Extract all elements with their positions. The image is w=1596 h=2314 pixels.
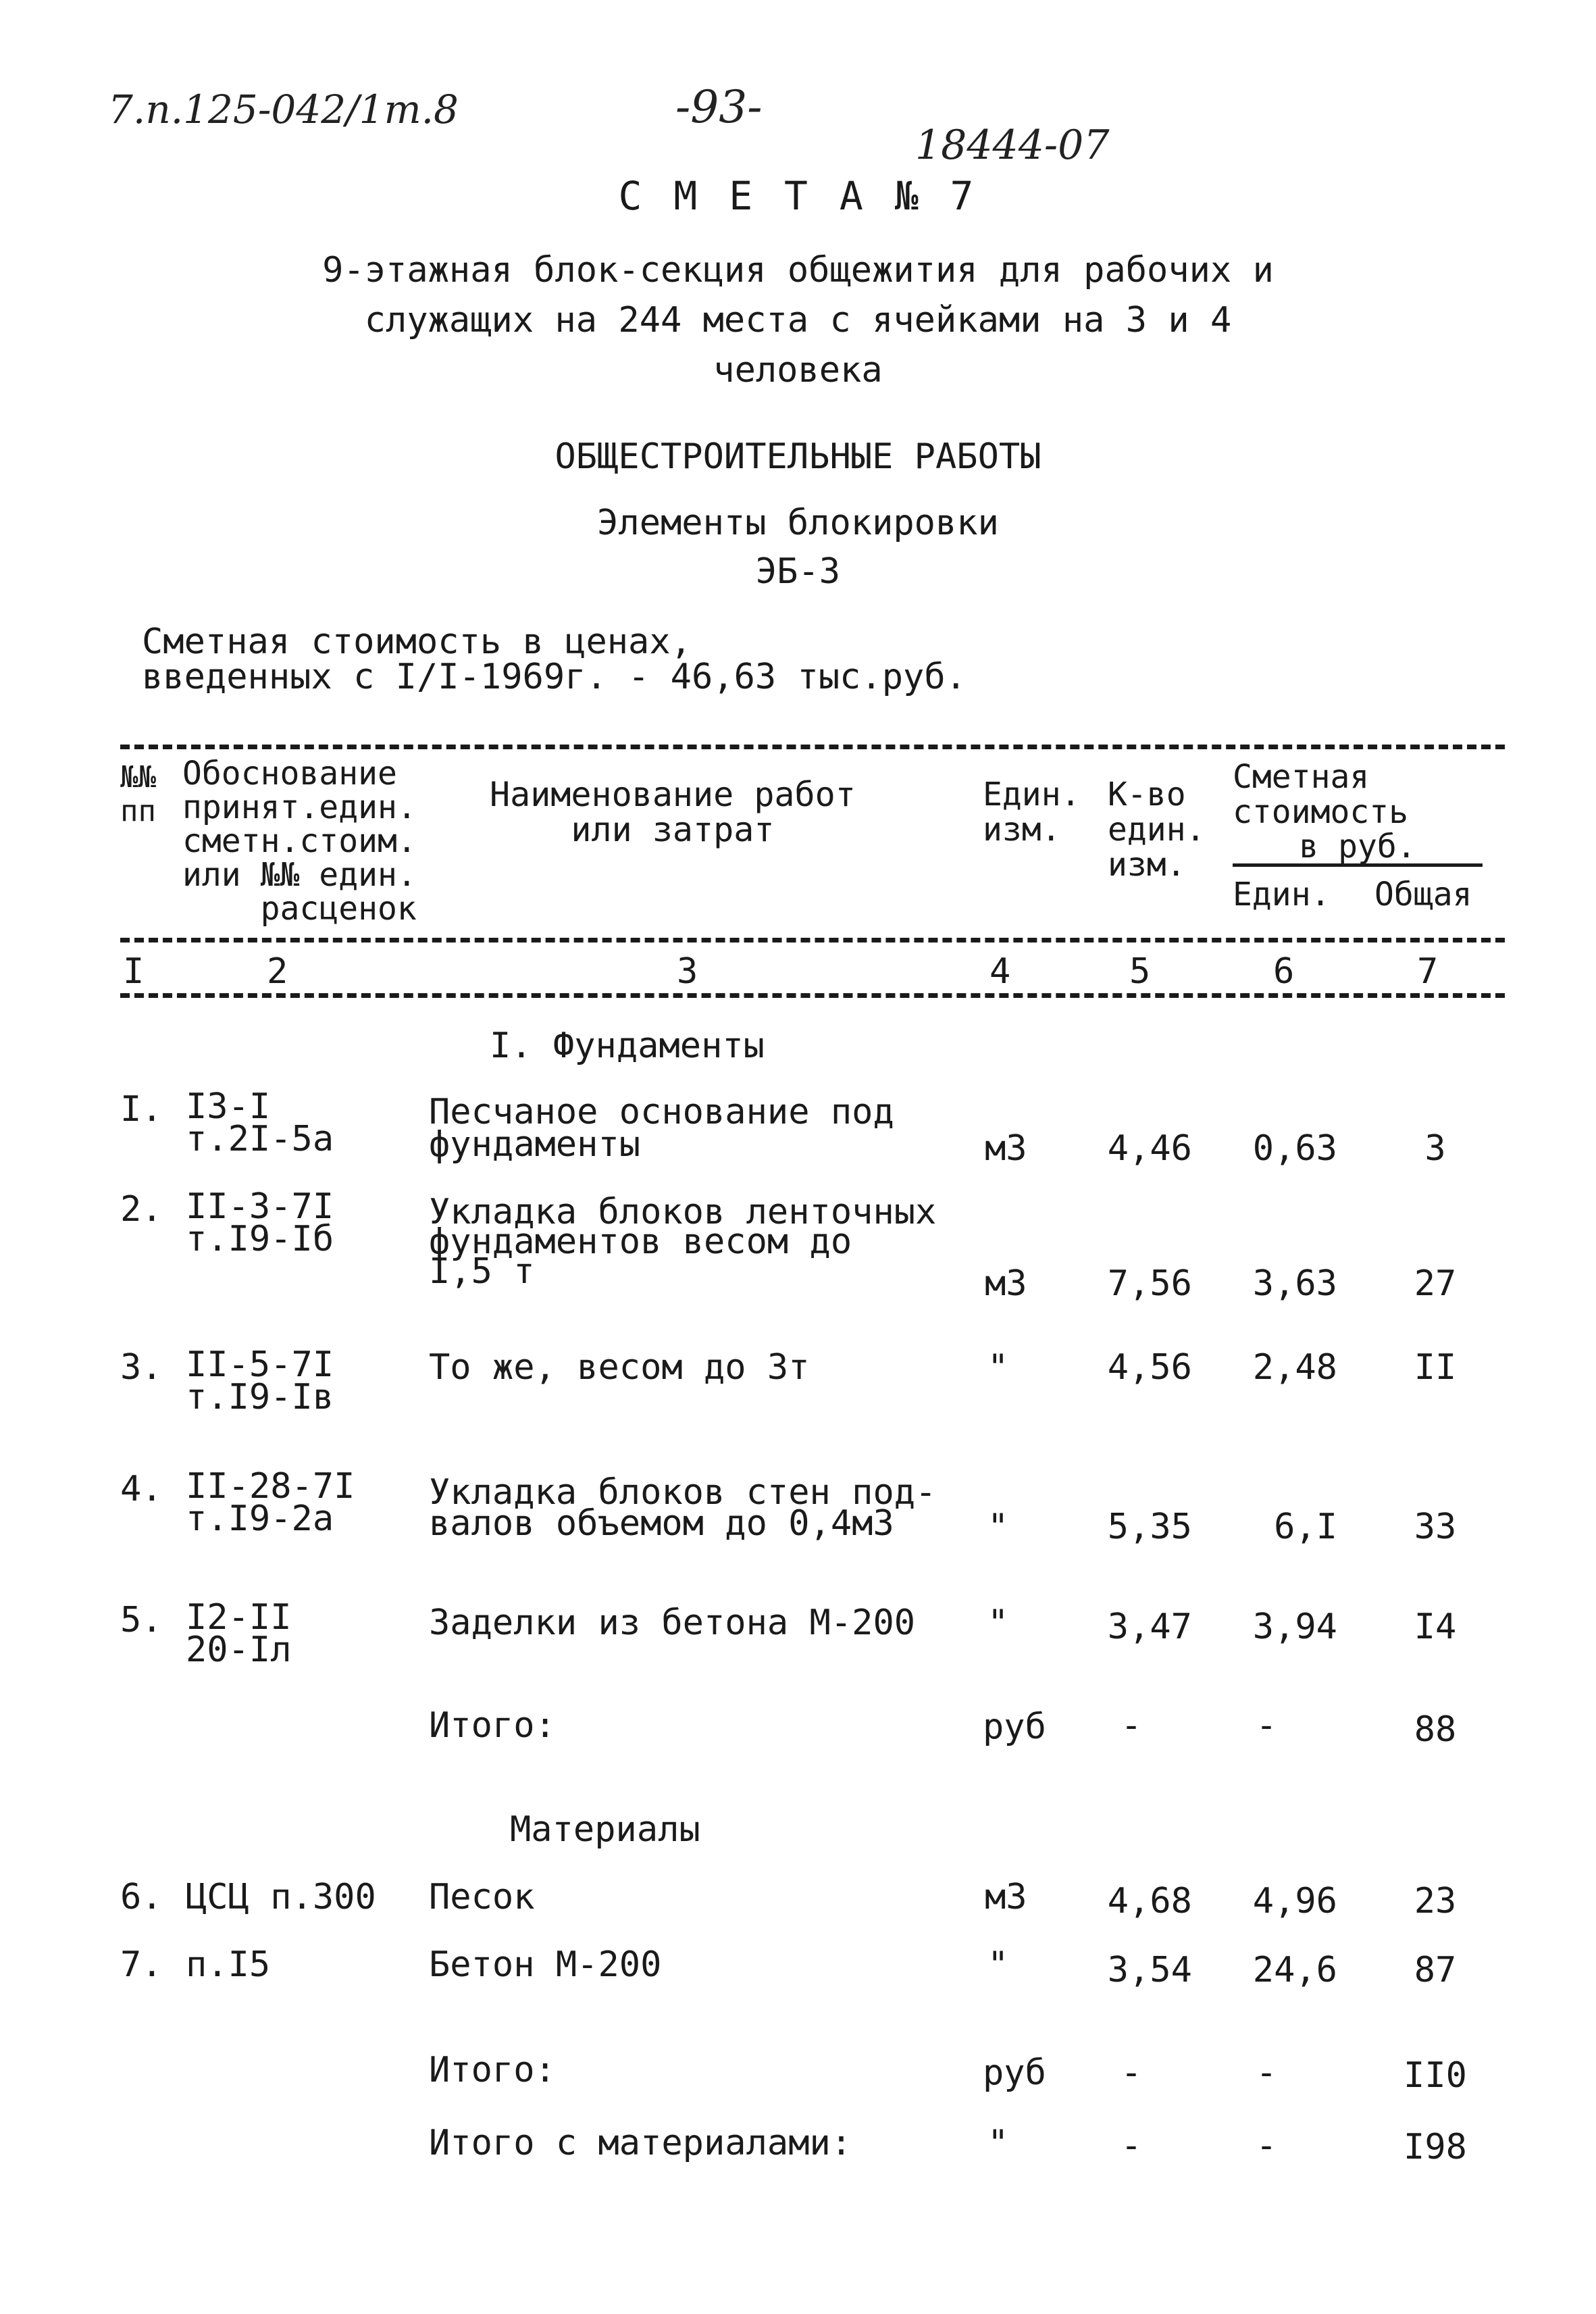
row-price: 3,94 — [1252, 1607, 1337, 1647]
grand-total-total: I98 — [1404, 2127, 1467, 2167]
section-title: ОБЩЕСТРОИТЕЛЬНЫЕ РАБОТЫ — [555, 436, 1041, 477]
row-name: Песок — [429, 1877, 535, 1917]
grand-total-qty: - — [1121, 2126, 1142, 2166]
row-basis: I2-II 20-Iл — [186, 1597, 292, 1670]
materials-total-label: Итого: — [429, 2050, 556, 2090]
row-basis: п.I5 — [186, 1944, 271, 1985]
row-total: 33 — [1414, 1507, 1457, 1547]
row-qty: 7,56 — [1107, 1263, 1192, 1304]
row-qty: 4,46 — [1107, 1128, 1192, 1169]
row-qty: 4,56 — [1107, 1347, 1192, 1388]
materials-total-unit: руб — [983, 2053, 1046, 2093]
row-qty: 4,68 — [1107, 1881, 1192, 1921]
colnum-bottom-rule — [120, 993, 1505, 998]
row-name: Укладка блоков стен под- валов объемом до 0,4м3 — [429, 1472, 937, 1544]
subtitle-line-2: служащих на 244 места с ячейками на 3 и 4 — [364, 300, 1232, 341]
materials-total-price: - — [1256, 2053, 1277, 2093]
row-total: II — [1414, 1347, 1457, 1388]
row-num: 3. — [120, 1347, 163, 1388]
row-basis: II-3-7I т.I9-Iб — [186, 1186, 334, 1259]
row-basis: I3-I т.2I-5а — [186, 1086, 334, 1159]
subtotal-unit: руб — [983, 1707, 1046, 1747]
row-price: 0,63 — [1252, 1128, 1337, 1169]
row-num: 7. — [120, 1944, 163, 1985]
row-unit: м3 — [985, 1128, 1027, 1169]
header-cost-rub: в руб. — [1233, 830, 1483, 867]
header-bottom-rule — [120, 938, 1505, 942]
section-heading-materials: Материалы — [510, 1809, 700, 1850]
row-num: 2. — [120, 1189, 163, 1230]
table-top-rule — [120, 745, 1505, 749]
row-price: 24,6 — [1252, 1950, 1337, 1990]
subsection-title: Элементы блокировки — [597, 503, 999, 543]
subsection-code: ЭБ-3 — [755, 551, 841, 592]
grand-total-label: Итого с материалами: — [429, 2123, 852, 2163]
grand-total-unit: " — [987, 2123, 1009, 2163]
handwritten-reference: 7.п.125-042/1т.8 — [108, 86, 459, 132]
header-unit: Един. изм. — [983, 776, 1081, 849]
row-price: 6,I — [1274, 1507, 1337, 1547]
colnum-2: 2 — [267, 951, 288, 992]
colnum-3: 3 — [677, 951, 698, 992]
row-unit: " — [987, 1944, 1009, 1985]
header-num: №№ пп — [120, 760, 156, 828]
row-basis: II-28-7I т.I9-2а — [186, 1466, 355, 1539]
row-name: Песчаное основание под фундаменты — [429, 1092, 894, 1165]
row-qty: 3,54 — [1107, 1950, 1192, 1990]
row-total: 27 — [1414, 1263, 1457, 1304]
row-num: 6. — [120, 1877, 163, 1917]
row-price: 2,48 — [1252, 1347, 1337, 1388]
materials-total-qty: - — [1121, 2053, 1142, 2093]
colnum-6: 6 — [1273, 951, 1295, 992]
header-basis: Обоснование принят.един. сметн.стоим. или №№ един. расценок — [182, 755, 417, 928]
row-unit: " — [987, 1507, 1009, 1547]
row-basis: ЦСЦ п.300 — [186, 1877, 376, 1917]
handwritten-page-number: -93- — [675, 81, 763, 133]
grand-total-price: - — [1256, 2126, 1277, 2166]
row-unit: м3 — [985, 1877, 1027, 1917]
cost-note-line-2: введенных с I/I-1969г. - 46,63 тыс.руб. — [142, 657, 967, 697]
row-num: 4. — [120, 1469, 163, 1509]
header-cost-unit: Един. — [1233, 876, 1331, 913]
subtotal-price: - — [1256, 1705, 1277, 1746]
section-heading-foundations: I. Фундаменты — [490, 1026, 765, 1066]
row-num: I. — [120, 1089, 163, 1130]
subtitle-line-1: 9-этажная блок-секция общежития для рабочих и — [322, 250, 1274, 291]
header-cost-total: Общая — [1374, 876, 1472, 913]
cost-note-line-1: Сметная стоимость в ценах, — [142, 622, 692, 662]
row-total: I4 — [1414, 1607, 1457, 1647]
materials-total-total: II0 — [1404, 2055, 1467, 2096]
row-total: 3 — [1424, 1128, 1446, 1169]
row-name: Укладка блоков ленточных фундаментов весом до I,5 т — [429, 1192, 937, 1292]
subtotal-total: 88 — [1414, 1709, 1457, 1750]
subtitle-line-3: человека — [713, 350, 883, 391]
row-unit: " — [987, 1347, 1009, 1388]
row-total: 87 — [1414, 1950, 1457, 1990]
header-cost-group: Сметная стоимость — [1233, 758, 1409, 831]
row-price: 3,63 — [1252, 1263, 1337, 1304]
row-unit: м3 — [985, 1263, 1027, 1304]
header-name: Наименование работ или затрат — [490, 775, 856, 849]
colnum-7: 7 — [1417, 951, 1439, 992]
header-qty: К-во един. изм. — [1108, 776, 1206, 884]
handwritten-code: 18444-07 — [915, 122, 1110, 169]
subtotal-qty: - — [1121, 1705, 1142, 1746]
row-total: 23 — [1414, 1881, 1457, 1921]
row-name: Заделки из бетона М-200 — [429, 1603, 916, 1643]
colnum-1: I — [123, 951, 145, 992]
document-title: С М Е Т А № 7 — [618, 173, 978, 219]
row-unit: " — [987, 1603, 1009, 1643]
colnum-4: 4 — [989, 951, 1011, 992]
row-qty: 5,35 — [1107, 1507, 1192, 1547]
row-basis: II-5-7I т.I9-Iв — [186, 1344, 334, 1417]
row-name: То же, весом до 3т — [429, 1347, 810, 1388]
row-qty: 3,47 — [1107, 1607, 1192, 1647]
colnum-5: 5 — [1129, 951, 1151, 992]
row-num: 5. — [120, 1600, 163, 1640]
row-price: 4,96 — [1252, 1881, 1337, 1921]
subtotal-label: Итого: — [429, 1705, 556, 1746]
row-name: Бетон М-200 — [429, 1944, 662, 1985]
